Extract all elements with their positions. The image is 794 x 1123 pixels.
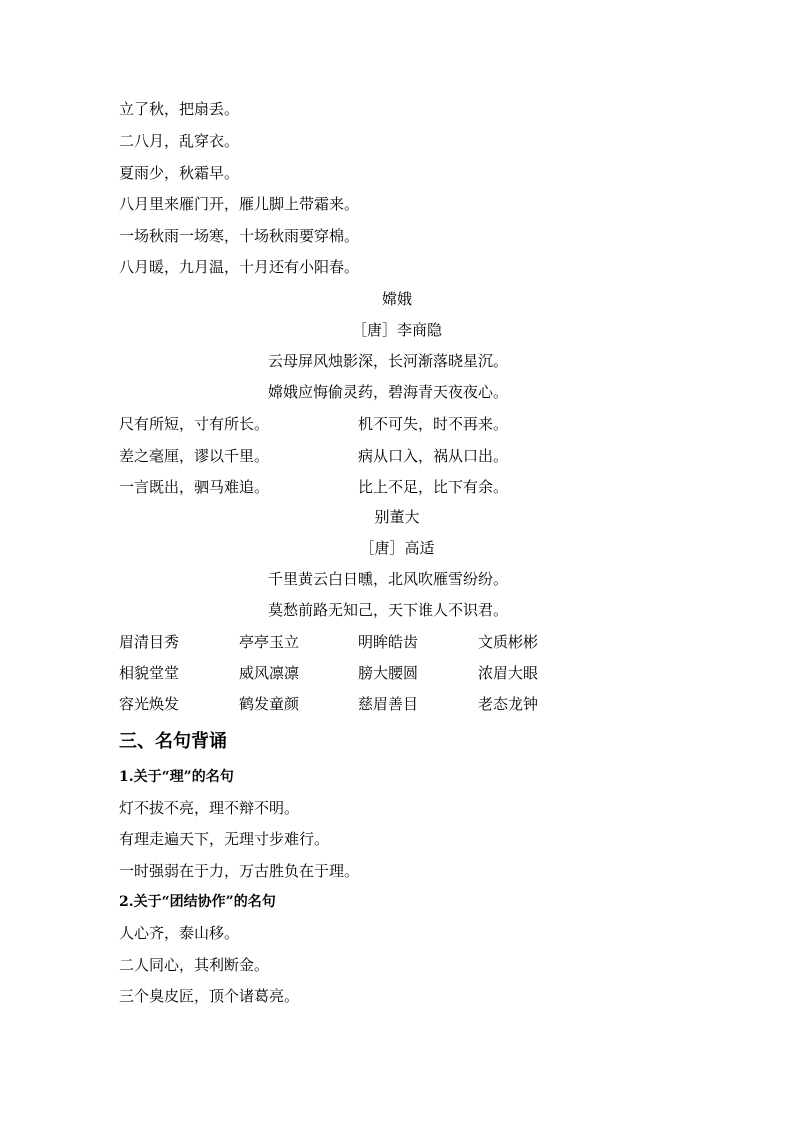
proverb-line: 夏雨少，秋霜早。 bbox=[119, 164, 240, 182]
poem-line: 千里黄云白日曛，北风吹雁雪纷纷。 bbox=[268, 570, 509, 588]
proverb-line: 八月暖，九月温，十月还有小阳春。 bbox=[119, 258, 360, 276]
idiom-cell: 明眸皓齿 bbox=[358, 633, 419, 651]
saying-left: 差之毫厘，谬以千里。 bbox=[119, 447, 270, 465]
proverb-line: 八月里来雁门开，雁儿脚上带霜来。 bbox=[119, 195, 360, 213]
poem-line: 嫦娥应悔偷灵药，碧海青天夜夜心。 bbox=[268, 383, 509, 401]
proverb-line: 一场秋雨一场寒，十场秋雨要穿棉。 bbox=[119, 227, 360, 245]
poem-line: 莫愁前路无知己，天下谁人不识君。 bbox=[268, 601, 509, 619]
idiom-cell: 慈眉善目 bbox=[358, 695, 419, 713]
idiom-cell: 容光焕发 bbox=[119, 695, 180, 713]
quote-line: 三个臭皮匠，顶个诸葛亮。 bbox=[119, 987, 300, 1005]
quote-line: 有理走遍天下，无理寸步难行。 bbox=[119, 830, 330, 848]
section-title: 三、名句背诵 bbox=[119, 731, 227, 752]
poem-line: 云母屏风烛影深，长河渐落晓星沉。 bbox=[268, 352, 509, 370]
saying-right: 比上不足，比下有余。 bbox=[358, 478, 509, 496]
idiom-cell: 威风凛凛 bbox=[239, 664, 300, 682]
poem-author: ［唐］高适 bbox=[359, 539, 435, 557]
group-title: 2.关于“团结协作”的名句 bbox=[119, 894, 276, 910]
idiom-cell: 鹤发童颜 bbox=[239, 695, 300, 713]
quote-line: 灯不拔不亮，理不辩不明。 bbox=[119, 799, 300, 817]
proverb-line: 立了秋，把扇丢。 bbox=[119, 100, 240, 118]
idiom-cell: 文质彬彬 bbox=[478, 633, 539, 651]
quote-line: 二人同心，其利断金。 bbox=[119, 956, 270, 974]
saying-left: 尺有所短，寸有所长。 bbox=[119, 415, 270, 433]
quote-line: 一时强弱在于力，万古胜负在于理。 bbox=[119, 862, 360, 880]
poem-title: 别董大 bbox=[374, 508, 420, 526]
saying-left: 一言既出，驷马难追。 bbox=[119, 478, 270, 496]
saying-right: 病从口入，祸从口出。 bbox=[358, 447, 509, 465]
poem-author: ［唐］李商隐 bbox=[351, 321, 442, 339]
idiom-cell: 亭亭玉立 bbox=[239, 633, 300, 651]
saying-right: 机不可失，时不再来。 bbox=[358, 415, 509, 433]
quote-line: 人心齐，泰山移。 bbox=[119, 924, 240, 942]
idiom-cell: 膀大腰圆 bbox=[358, 664, 419, 682]
idiom-cell: 老态龙钟 bbox=[478, 695, 539, 713]
group-title: 1.关于“理”的名句 bbox=[119, 769, 234, 785]
idiom-cell: 眉清目秀 bbox=[119, 633, 180, 651]
proverb-line: 二八月，乱穿衣。 bbox=[119, 132, 240, 150]
idiom-cell: 浓眉大眼 bbox=[478, 664, 539, 682]
poem-title: 嫦娥 bbox=[381, 290, 412, 308]
idiom-cell: 相貌堂堂 bbox=[119, 664, 180, 682]
